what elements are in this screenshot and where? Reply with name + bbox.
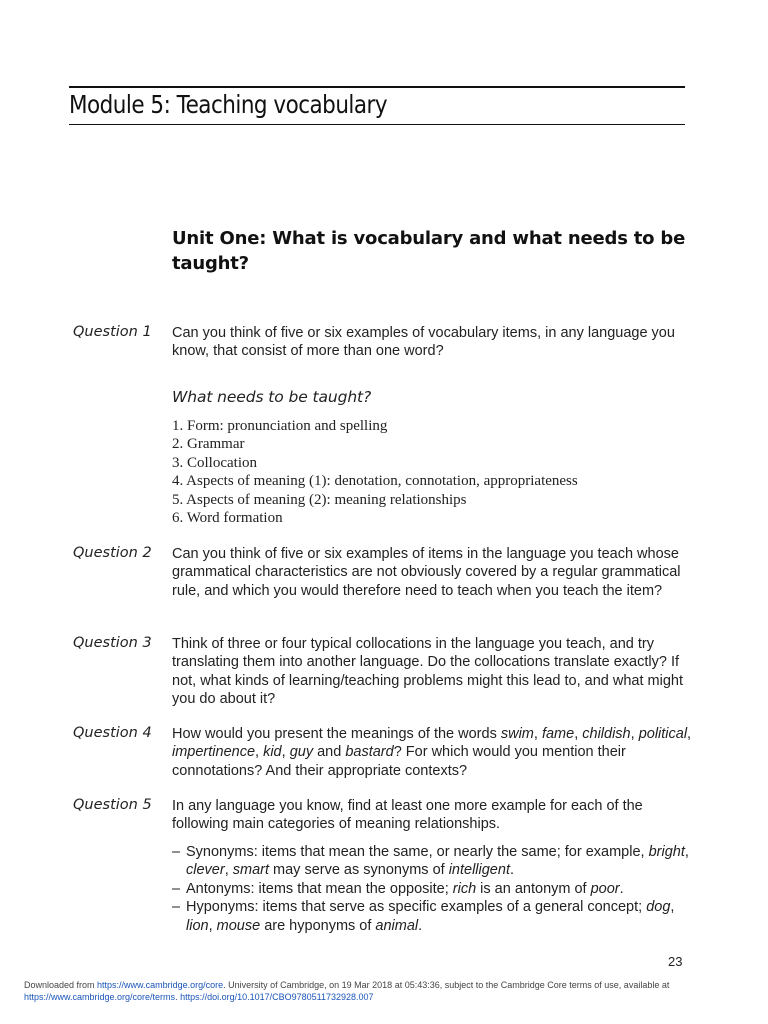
list-item: 1. Form: pronunciation and spelling xyxy=(172,418,388,434)
question-label: Question 1 xyxy=(73,324,152,340)
question-label: Question 4 xyxy=(73,725,152,741)
question-text: Can you think of five or six examples of vocabulary items, in any language you know, that consist of more than one word? xyxy=(172,325,675,360)
list-item: – Hyponyms: items that serve as specific examples of a general concept; dog, lion, mouse are hyponyms of animal. xyxy=(172,899,675,934)
section-subheading: What needs to be taught? xyxy=(172,388,372,406)
question-label: Question 3 xyxy=(73,635,152,651)
taught-list xyxy=(172,417,578,527)
terms-link[interactable]: https://www.cambridge.org/core/terms xyxy=(24,992,176,1002)
list-item: 6. Word formation xyxy=(172,510,283,527)
question-text: Think of three or four typical collocations in the language you teach, and try translating them into another language. Do the collocations translate exactly? If not, what kinds of learning/teaching problems might this lead to, and what might you do about it? xyxy=(172,636,684,708)
relations-list xyxy=(172,843,692,935)
question-label: Question 2 xyxy=(73,545,152,561)
question-label: Question 5 xyxy=(73,797,152,813)
doi-link[interactable]: https://doi.org/10.1017/CBO9780511732928.007 xyxy=(180,992,374,1002)
list-item: 5. Aspects of meaning (2): meaning relationships xyxy=(172,491,467,508)
unit-title: Unit One: What is vocabulary and what needs to be taught? xyxy=(172,228,686,274)
list-item: – Antonyms: items that mean the opposite; rich is an antonym of poor. xyxy=(172,880,624,897)
page-number: 23 xyxy=(668,954,683,969)
list-item: 2. Grammar xyxy=(172,436,245,453)
module-header xyxy=(69,86,685,125)
download-footer: Downloaded from https://www.cambridge.org/core. University of Cambridge, on 19 Mar 2018 at 05:43:36, subject to the Cambridge Core terms of use, available at https://www.cambridge.org/core/terms. https://doi.org/10.1017/CBO9780511732928.007 xyxy=(24,980,670,1002)
list-item: 4. Aspects of meaning (1): denotation, connotation, appropriateness xyxy=(172,473,578,490)
module-title: Module 5: Teaching vocabulary xyxy=(69,90,388,119)
list-item: – Synonyms: items that mean the same, or nearly the same; for example, bright, clever, smart may serve as synonyms of intelligent. xyxy=(172,844,689,879)
question-text: Can you think of five or six examples of items in the language you teach whose grammatical characteristics are not obviously covered by a regular grammatical rule, and which you would therefore need to teach when you teach the item? xyxy=(172,546,681,599)
question-text: How would you present the meanings of the words swim, fame, childish, political, impertinence, kid, guy and bastard? For which would you mention their connotations? And their appropriate contexts? xyxy=(172,726,692,779)
question-text: In any language you know, find at least one more example for each of the following main categories of meaning relationships. xyxy=(172,798,643,833)
core-link[interactable]: https://www.cambridge.org/core xyxy=(97,980,224,990)
list-item: 3. Collocation xyxy=(172,454,257,471)
